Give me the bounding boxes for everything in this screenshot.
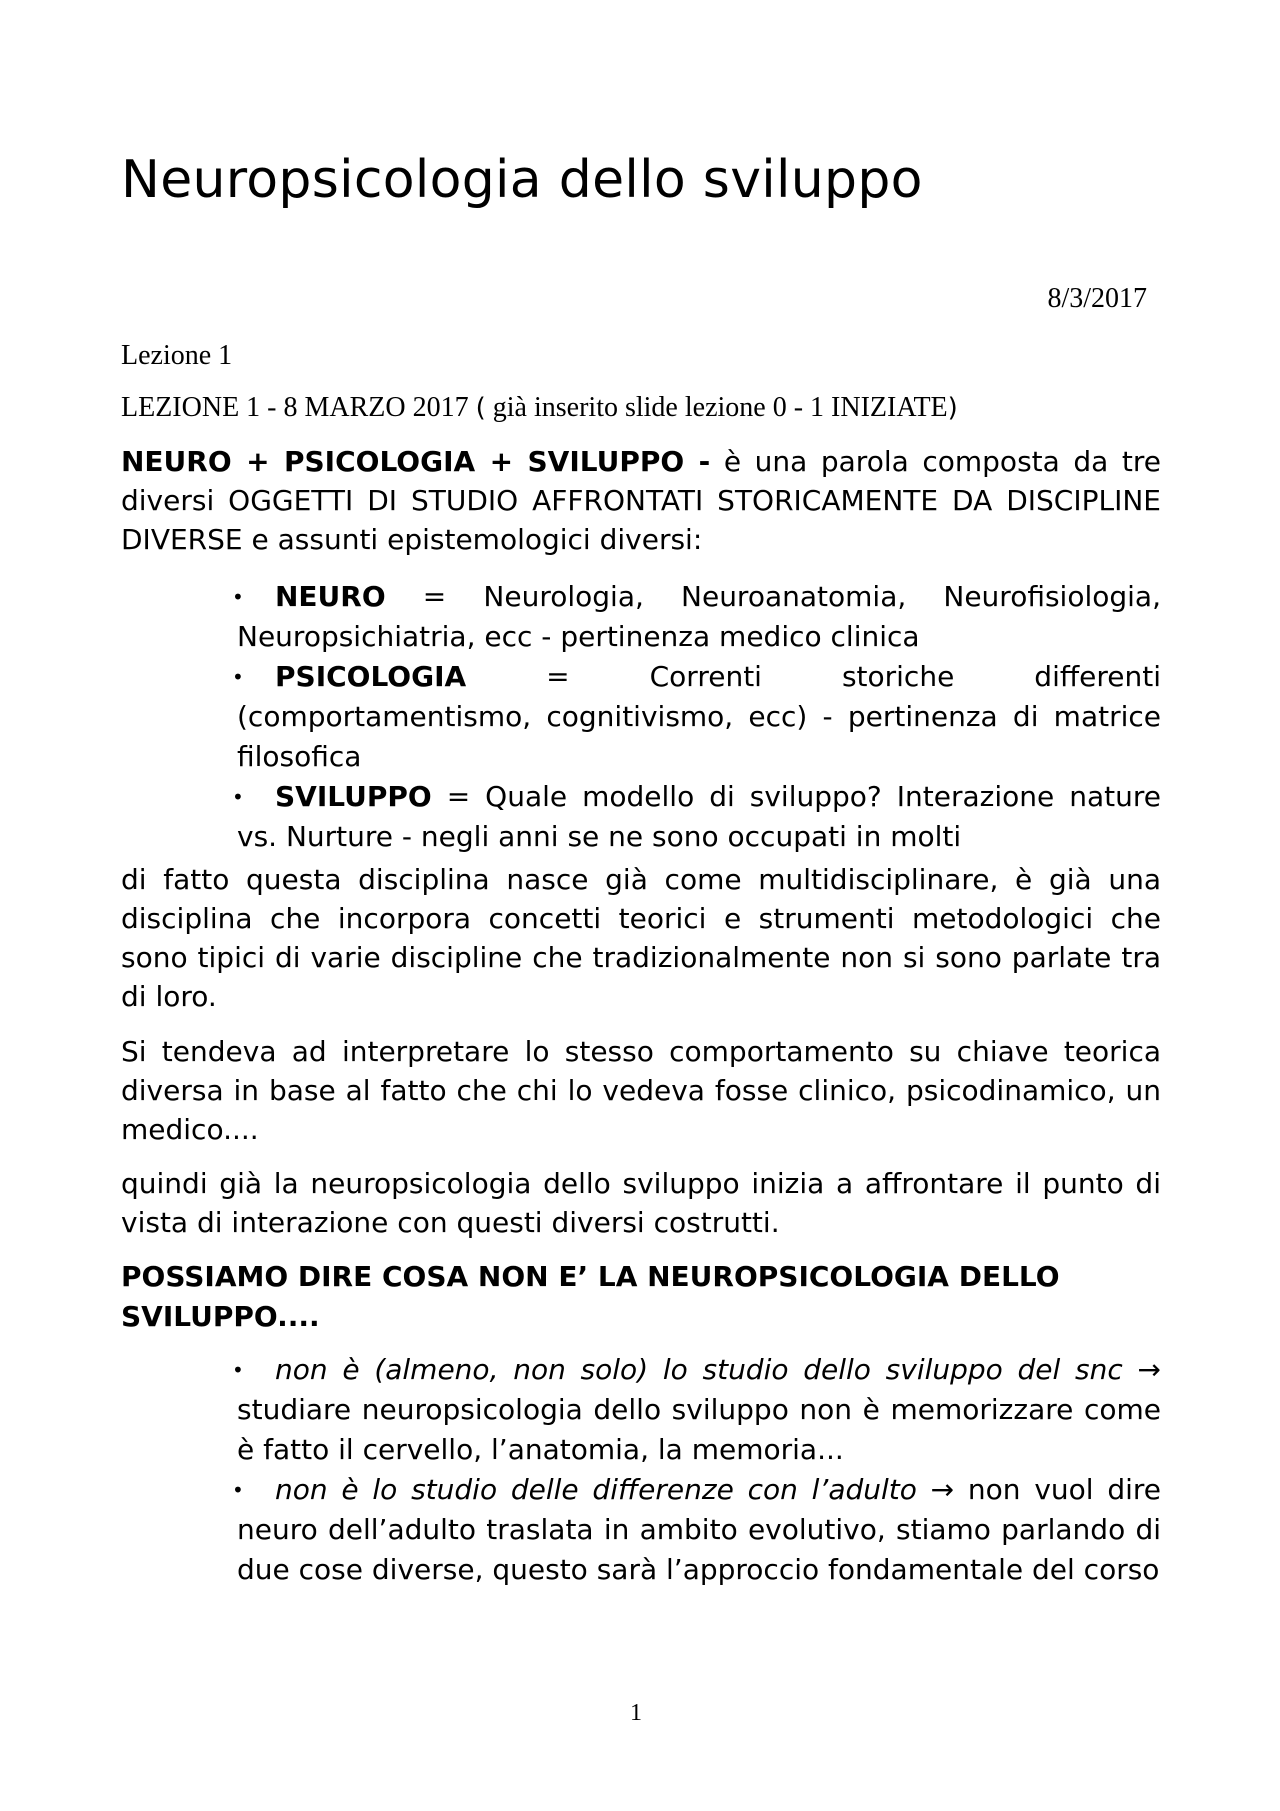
list-item [199,577,1161,657]
intro-bold: NEURO + PSICOLOGIA + SVILUPPO - [121,445,711,478]
document-date: 8/3/2017 [1047,283,1147,314]
list-item-term: SVILUPPO [275,780,432,813]
subject-list [199,577,1161,857]
section-heading: POSSIAMO DIRE COSA NON E’ LA NEUROPSICOLOGIA DELLO SVILUPPO.... [121,1260,1060,1333]
paren-open: ( [475,393,486,423]
paragraph [121,860,1161,1016]
intro-paragraph [121,442,1161,559]
list-item-term: PSICOLOGIA [275,660,467,693]
paragraph-text: di fatto questa disciplina nasce già come multidisciplinare, è già una disciplina che incorpora concetti teorici e strumenti metodologici che sono tipici di varie discipline che tradizionalmente non si sono parlate tra di loro. [121,863,1161,1013]
list-item-text: → studiare neuropsicologia dello sviluppo non è memorizzare come è fatto il cervello, l’anatomia, la memoria... [237,1353,1161,1466]
negation-list [199,1350,1161,1590]
bullet-icon: • [232,585,244,609]
page-title: Neuropsicologia dello sviluppo [121,150,923,210]
list-item [199,1350,1161,1470]
list-item [199,1470,1161,1590]
list-item-text: = Quale modello di sviluppo? Interazione nature vs. Nurture - negli anni se ne sono occupati in molti [237,780,1161,853]
list-item-text: → non vuol dire neuro dell’adulto traslata in ambito evolutivo, stiamo parlando di due cose diverse, questo sarà l’approccio fondamentale del corso [237,1473,1161,1586]
intro-text: è una parola composta da tre diversi OGGETTI DI STUDIO AFFRONTATI STORICAMENTE DA DISCIPLINE DIVERSE e assunti epistemologici diversi: [121,445,1161,556]
paragraph-text: quindi già la neuropsicologia dello sviluppo inizia a affrontare il punto di vista di interazione con questi diversi costrutti. [121,1167,1161,1239]
list-item-text: = Neurologia, Neuroanatomia, Neurofisiologia, Neuropsichiatria, ecc - pertinenza medico clinica [237,580,1161,653]
lesson-label: Lezione 1 [121,340,233,371]
page-number: 1 [630,1700,642,1726]
list-item-italic: non è (almeno, non solo) lo studio dello sviluppo del snc [275,1353,1123,1386]
list-item [199,777,1161,857]
paragraph [121,1164,1161,1242]
list-item [199,657,1161,777]
bullet-icon: • [232,665,244,689]
lesson-line [121,392,958,424]
bullet-icon: • [232,1358,244,1382]
bullet-icon: • [232,785,244,809]
paren-close: ) [947,393,958,423]
list-item-italic: non è lo studio delle differenze con l’adulto [275,1473,917,1506]
paragraph [121,1032,1161,1149]
paragraph-text: Si tendeva ad interpretare lo stesso comportamento su chiave teorica diversa in base al fatto che chi lo vedeva fosse clinico, psicodinamico, un medico.... [121,1035,1161,1146]
bullet-icon: • [232,1478,244,1502]
list-item-term: NEURO [275,580,386,613]
lesson-line-middle: già inserito slide lezione 0 - 1 INIZIATE [485,392,948,423]
list-item-text: = Correnti storiche differenti (comportamentismo, cognitivismo, ecc) - pertinenza di matrice filosofica [237,660,1161,773]
lesson-line-prefix: LEZIONE 1 - 8 MARZO 2017 [121,392,476,423]
